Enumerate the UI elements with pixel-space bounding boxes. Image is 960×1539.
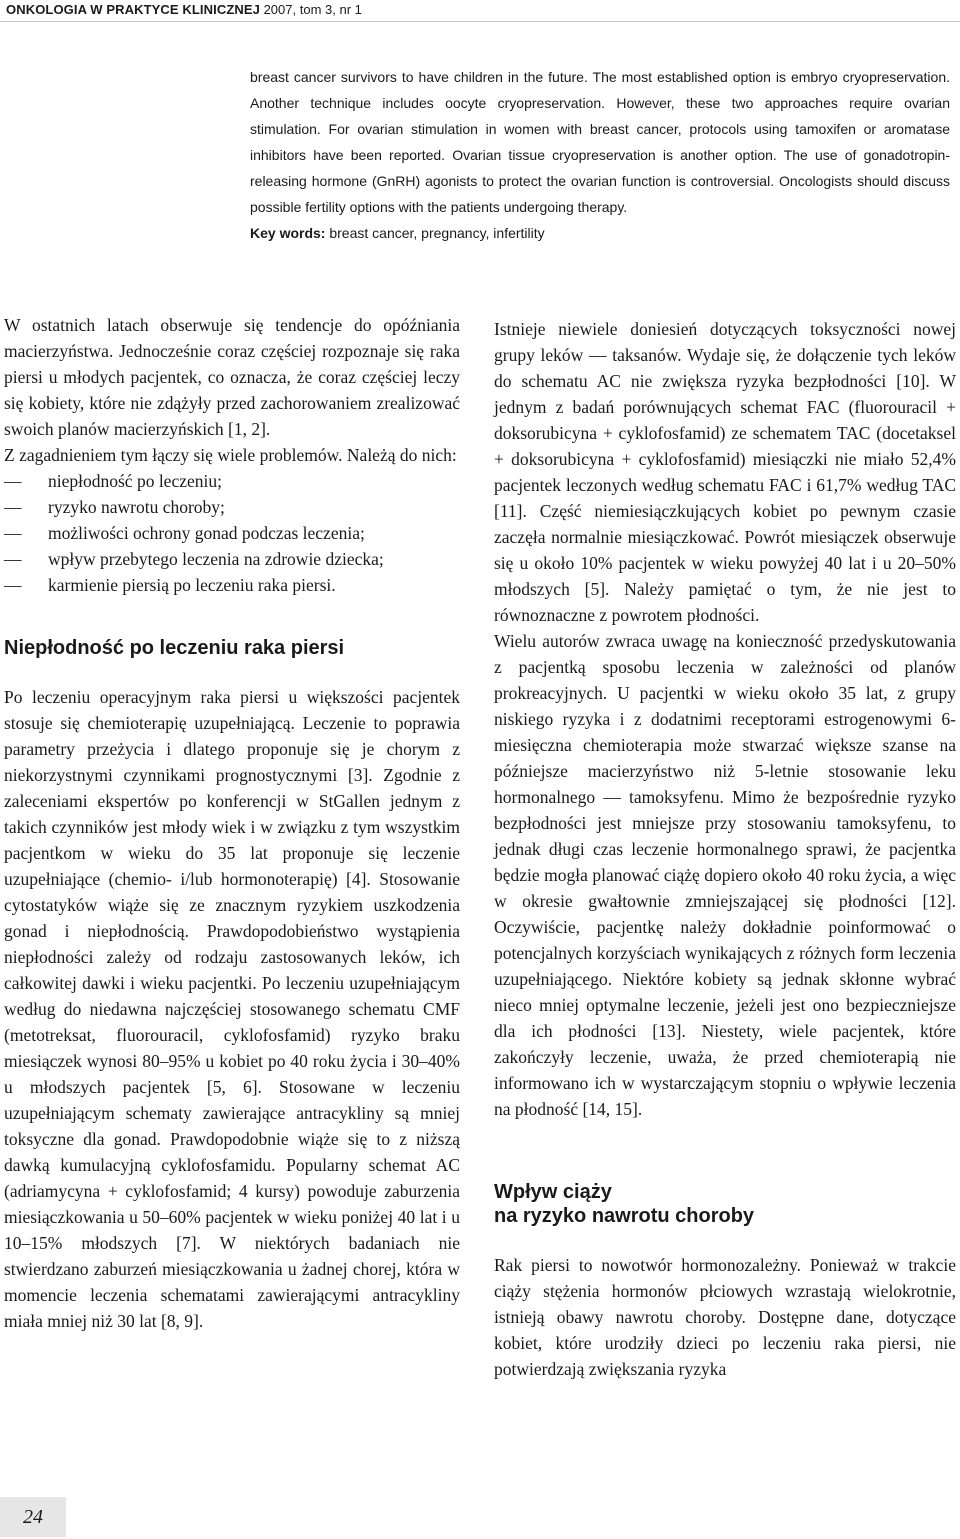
- abstract-text: breast cancer survivors to have children in the future. The most established option is embryo cryopreservation. Another technique includes oocyte cryopreservation. However, these two approaches require ovarian stimulation. For ovarian stimulation in women with breast cancer, protocols using tamoxifen or aromatase inhibitors have been reported. Ovarian tissue cryopreservation is another option. The use of gonadotropin-releasing hormone (GnRH) agonists to protect the ovarian function is controversial. Oncologists should discuss possible fertility options with the patients undergoing therapy.: [250, 69, 950, 215]
- dash-bullet: —: [4, 497, 22, 517]
- heading-line-1: Wpływ ciąży: [494, 1181, 612, 1203]
- page-number: 24: [0, 1497, 66, 1537]
- list-item: — możliwości ochrony gonad podczas leczenia;: [4, 520, 460, 546]
- dash-bullet: —: [4, 523, 22, 543]
- intro-paragraph: W ostatnich latach obserwuje się tendencje do opóźniania macierzyństwa. Jednocześnie coraz częściej rozpoznaje się raka piersi u młodych pacjentek, co oznacza, że coraz częściej leczy się kobiety, które nie zdążyły przed zachorowaniem zrealizować swoich planów macierzyńskich [1, 2].: [4, 315, 460, 439]
- dash-bullet: —: [4, 471, 22, 491]
- list-item: — wpływ przebytego leczenia na zdrowie dziecka;: [4, 546, 460, 572]
- right-column: [494, 316, 956, 1382]
- keywords-label: Key words:: [250, 225, 326, 241]
- list-item: — ryzyko nawrotu choroby;: [4, 494, 460, 520]
- counseling-paragraph: Wielu autorów zwraca uwagę na konieczność przedyskutowania z pacjentką sposobu leczenia w zależności od planów prokreacyjnych. U pacjentki w wieku około 35 lat, z grupy niskiego ryzyka i z dodatnimi receptorami estrogenowymi 6-miesięczna chemioterapia może stwarzać większe szanse na późniejsze macierzyństwo niż 5-letnie stosowanie leku hormonalnego — tamoksyfenu. Mimo że bezpośrednie ryzyko bezpłodności jest mniejsze przy stosowaniu tamoksyfenu, to jednak długi czas leczenie hormonalnego sprawi, że pacjentka będzie mogła planować ciążę dopiero około 40 roku życia, a więc w okresie gwałtownie zmniejszającej się płodności [12]. Oczywiście, pacjentkę należy dokładnie poinformować o potencjalnych korzyściach wynikających z różnych form leczenia uzupełniającego. Niektóre kobiety są jednak skłonne wybrać nieco mniej optymalne leczenie, jeżeli jest ono bezpieczniejsze dla ich płodności [13]. Niestety, wiele pacjentek, które zakończyły leczenie, uważa, że przed chemioterapią nie informowano ich w wystarczającym stopniu o wpływie leczenia na płodność [14, 15].: [494, 631, 956, 1119]
- left-column: [4, 312, 460, 1334]
- problems-list: [4, 468, 460, 598]
- dash-bullet: —: [4, 549, 22, 569]
- section-heading-infertility: Niepłodność po leczeniu raka piersi: [4, 637, 345, 659]
- running-header: [0, 0, 960, 22]
- problems-paragraph: Z zagadnieniem tym łączy się wiele problemów. Należą do nich:: [4, 445, 457, 465]
- pregnancy-paragraph: Rak piersi to nowotwór hormonozależny. Ponieważ w trakcie ciąży stężenia hormonów płciowych wzrastają wielokrotnie, istnieją obawy nawrotu choroby. Dostępne dane, dotyczące kobiet, które urodziły dzieci po leczeniu raka piersi, nie potwierdzają zwiększania ryzyka: [494, 1255, 956, 1379]
- heading-line-2: na ryzyko nawrotu choroby: [494, 1205, 755, 1227]
- taxanes-paragraph: Istnieje niewiele doniesień dotyczących toksyczności nowej grupy leków — taksanów. Wydaje się, że dołączenie tych leków do schematu AC nie zwiększa ryzyka bezpłodności [10]. W jednym z badań porównujących schemat FAC (fluorouracil + doksorubicyna + cyklofosfamid) ze schematem TAC (docetaksel + doksorubicyna + cyklofosfamid) miesiączki nie miało 52,4% pacjentek leczonych według schematu FAC i 61,7% według TAC [11]. Część niemiesiączkujących kobiet po pewnym czasie zaczęła normalnie miesiączkować. Powrót miesiączek obserwuje się u około 10% pacjentek w wieku powyżej 40 lat i u 20–50% młodszych [5]. Należy pamiętać o tym, że nie jest to równoznaczne z powrotem płodności.: [494, 319, 956, 625]
- infertility-paragraph: Po leczeniu operacyjnym raka piersi u większości pacjentek stosuje się chemioterapię uzupełniającą. Leczenie to poprawia parametry przeżycia i dlatego proponuje się je chorym z niekorzystnymi czynnikami prognostycznymi [3]. Zgodnie z zaleceniami ekspertów po konferencji w StGallen jednym z takich czynników jest młody wiek i w związku z tym wszystkim pacjentkom w wieku do 35 lat proponuje się leczenie uzupełniające (chemio- i/lub hormonoterapię) [4]. Stosowanie cytostatyków wiąże się ze znacznym ryzykiem uszkodzenia gonad i niepłodnością. Prawdopodobieństwo wystąpienia niepłodności zależy od rodzaju zastosowanych leków, ich całkowitej dawki i wieku pacjentki. Po leczeniu uzupełniającym według do niedawna najczęściej stosowanego schematu CMF (metotreksat, fluorouracil, cyklofosfamid) ryzyko braku miesiączek wynosi 80–95% u kobiet po 40 roku życia i 30–40% u młodszych pacjentek [5, 6]. Stosowane w leczeniu uzupełniającym schematy zawierające antracykliny są mniej toksyczne dla gonad. Prawdopodobnie wiąże się to z niższą dawką kumulacyjną cyklofosfamidu. Popularny schemat AC (adriamycyna + cyklofosfamid; 4 kursy) powoduje zaburzenia miesiączkowania u 50–60% pacjentek w wieku poniżej 40 lat i u 10–15% młodszych [7]. W niektórych badaniach nie stwierdzano zaburzeń miesiączkowania u żadnej chorej, która w momencie leczenia schematami zawierającymi antracykliny miała mniej niż 30 lat [8, 9].: [4, 687, 460, 1331]
- list-item: — niepłodność po leczeniu;: [4, 468, 460, 494]
- journal-issue: 2007, tom 3, nr 1: [263, 2, 362, 17]
- journal-title: ONKOLOGIA W PRAKTYCE KLINICZNEJ: [6, 2, 260, 17]
- list-item: — karmienie piersią po leczeniu raka piersi.: [4, 572, 460, 598]
- section-heading-pregnancy: [494, 1180, 956, 1228]
- dash-bullet: —: [4, 575, 22, 595]
- keywords-text: breast cancer, pregnancy, infertility: [329, 225, 545, 241]
- english-abstract: [250, 64, 950, 246]
